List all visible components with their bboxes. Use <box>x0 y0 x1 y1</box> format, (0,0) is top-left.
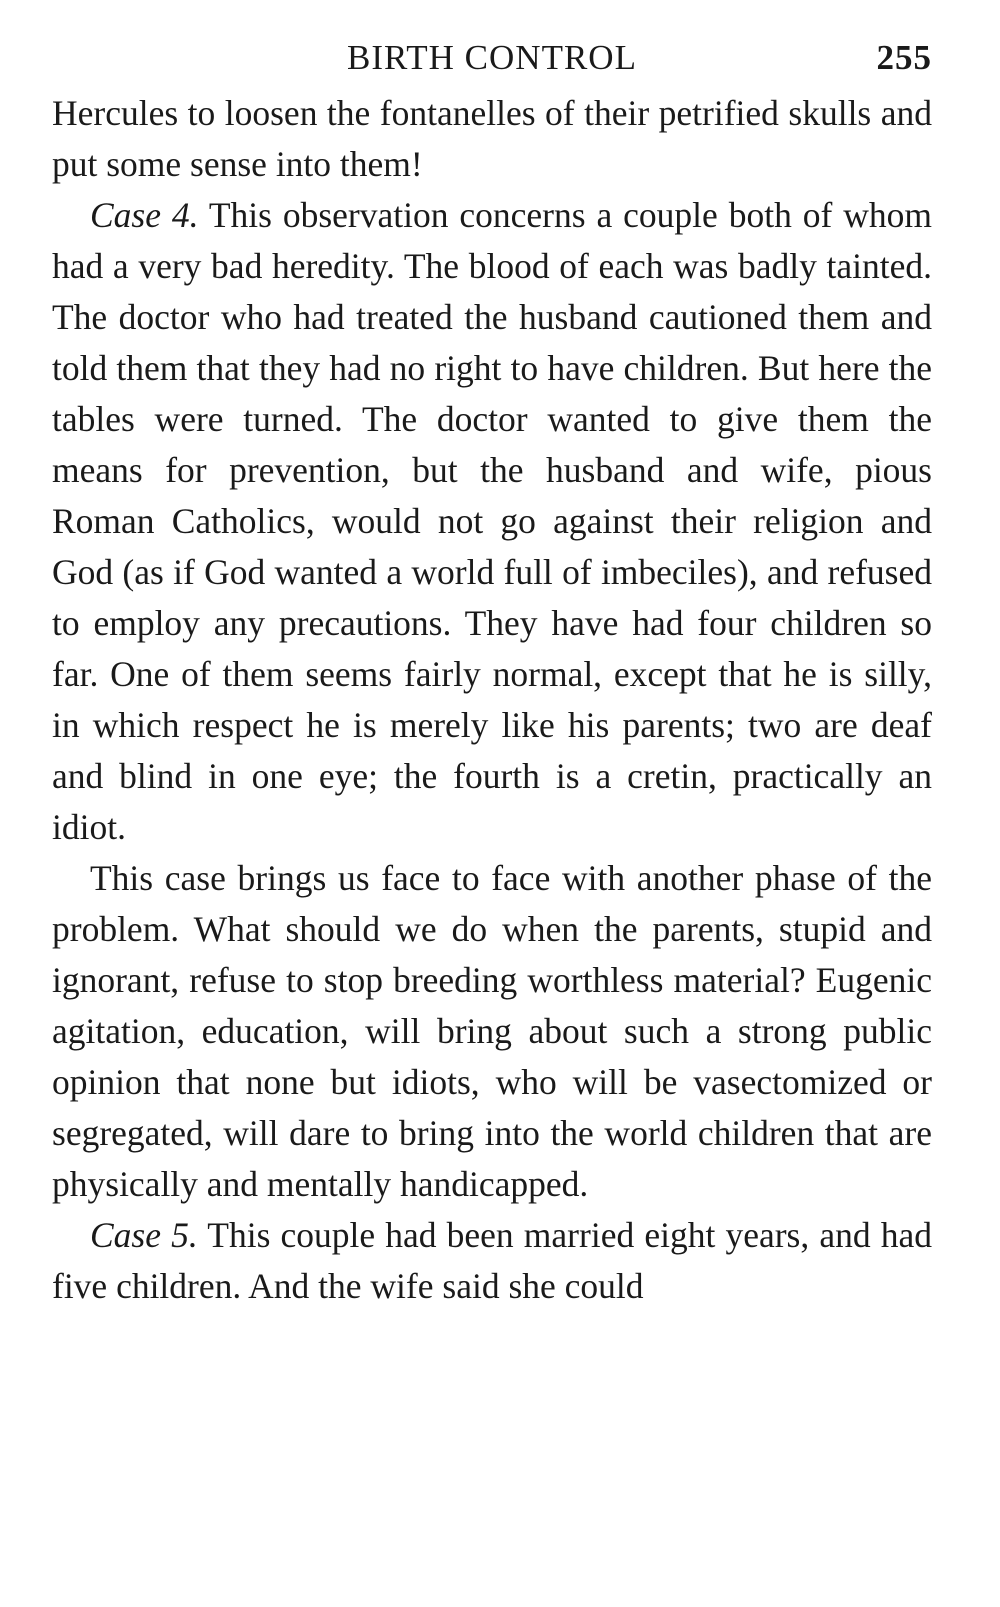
page-number: 255 <box>876 38 932 77</box>
paragraph-case-4 <box>52 190 932 853</box>
book-page <box>52 28 932 1312</box>
body-text <box>52 88 932 1312</box>
paragraph-text: This observation concerns a couple both of whom had a very bad heredity. The blood of each was badly tainted. The doctor who had treated the husband cautioned them and told them that they had no right to have children. But here the tables were turned. The doctor wanted to give them the means for prevention, but the husband and wife, pious Roman Catholics, would not go against their religion and God (as if God wanted a world full of imbeciles), and refused to employ any precautions. They have had four children so far. One of them seems fairly normal, except that he is silly, in which respect he is merely like his parents; two are deaf and blind in one eye; the fourth is a cretin, practically an idiot. <box>52 195 932 847</box>
running-head <box>52 28 932 88</box>
running-title: BIRTH CONTROL <box>347 38 637 77</box>
case-label: Case 4. <box>90 195 199 235</box>
paragraph-discussion <box>52 853 932 1210</box>
paragraph-text: This couple had been married eight years, and had five children. And the wife said she could <box>52 1215 933 1306</box>
case-label: Case 5. <box>90 1215 198 1255</box>
paragraph-text: Hercules to loosen the fontanelles of their petrified skulls and put some sense into them! <box>52 93 932 184</box>
paragraph-case-5 <box>52 1210 932 1312</box>
paragraph-text: This case brings us face to face with another phase of the problem. What should we do when the parents, stupid and ignorant, refuse to stop breeding worthless material? Eugenic agitation, education, will bring about such a strong public opinion that none but idiots, who will be vasectomized or segregated, will dare to bring into the world children that are physically and mentally handicapped. <box>52 858 932 1204</box>
paragraph-continuation <box>52 88 932 190</box>
